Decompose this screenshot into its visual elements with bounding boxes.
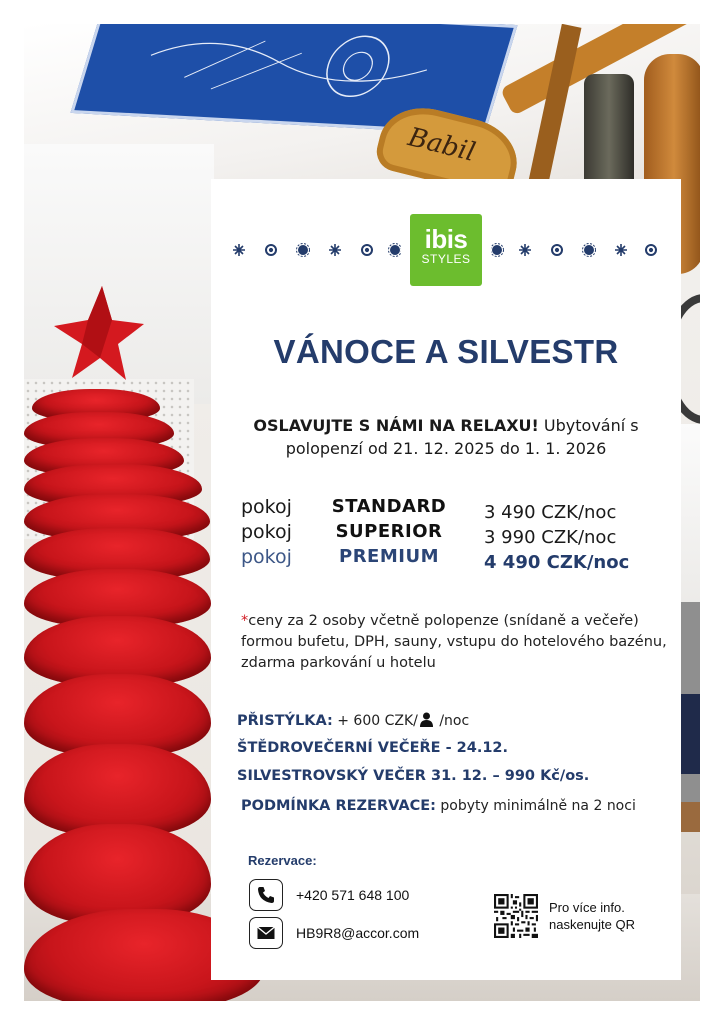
christmas-dinner: ŠTĚDROVEČERNÍ VEČEŘE - 24.12. [237, 740, 509, 756]
qr-caption: Pro více info. naskenujte QR [549, 900, 635, 932]
nye-line [237, 768, 677, 784]
pillow [24, 744, 211, 836]
booking-condition-line [241, 798, 681, 814]
email-icon [249, 917, 283, 949]
blueprint-drawing-icon [116, 24, 468, 121]
phone-icon [249, 879, 283, 911]
extra-bed-line [237, 712, 677, 729]
red-star-icon [54, 286, 144, 386]
qr-code-icon[interactable] [494, 894, 538, 938]
price-note [241, 611, 671, 674]
reservation-title: Rezervace: [248, 853, 317, 868]
cushion [680, 694, 700, 774]
room-name: STANDARD [331, 496, 447, 517]
person-icon [420, 712, 433, 727]
room-prefix: pokoj [241, 546, 292, 568]
ornament-row-right-icon [491, 242, 661, 258]
room-price-list [241, 496, 681, 571]
wooden-sign-text: Babil [405, 122, 479, 168]
extra-bed-unit: /noc [434, 713, 470, 729]
christmas-dinner-line [237, 740, 677, 756]
extra-bed-label: PŘISTÝLKA: [237, 713, 333, 729]
room-price: 3 990 CZK/noc [484, 527, 617, 548]
room-prefix: pokoj [241, 521, 292, 543]
metal-bell [584, 74, 634, 194]
room-name: PREMIUM [339, 546, 439, 567]
booking-condition-label: PODMÍNKA REZERVACE: [241, 798, 436, 814]
logo-line-1: ibis [424, 224, 468, 254]
page-title: VÁNOCE A SILVESTR [273, 333, 619, 370]
intro-bold: OSLAVUJTE S NÁMI NA RELAXU! [253, 416, 539, 435]
phone-number[interactable]: +420 571 648 100 [296, 887, 410, 903]
room-row-superior [241, 521, 681, 546]
room-price: 4 490 CZK/noc [484, 552, 630, 573]
room-name: SUPERIOR [335, 521, 443, 542]
booking-condition-value: pobyty minimálně na 2 noci [435, 798, 636, 814]
email-address[interactable]: HB9R8@accor.com [296, 925, 420, 941]
room-price: 3 490 CZK/noc [484, 502, 617, 523]
intro-rest: Ubytování s polopenzí od 21. 12. 2025 do 1. 1. 2026 [285, 416, 639, 458]
room-row-standard [241, 496, 681, 521]
note-asterisk: * [241, 613, 249, 629]
offer-card [211, 179, 681, 980]
logo-line-2: STYLES [421, 252, 471, 266]
nye-evening: SILVESTROVSKÝ VEČER 31. 12. – 990 Kč/os. [237, 768, 590, 784]
extra-bed-value: + 600 CZK/ [332, 713, 418, 729]
wooden-table [680, 802, 700, 832]
ibis-styles-logo [410, 214, 482, 286]
ornament-row-left-icon [231, 242, 401, 258]
note-text: ceny za 2 osoby včetně polopenze (snídaně a večeře) formou bufetu, DPH, sauny, vstupu do hotelového bazénu, zdarma parkování u hotelu [241, 613, 667, 671]
room-row-premium [241, 546, 681, 571]
room-prefix: pokoj [241, 496, 292, 518]
intro-text [231, 414, 661, 460]
